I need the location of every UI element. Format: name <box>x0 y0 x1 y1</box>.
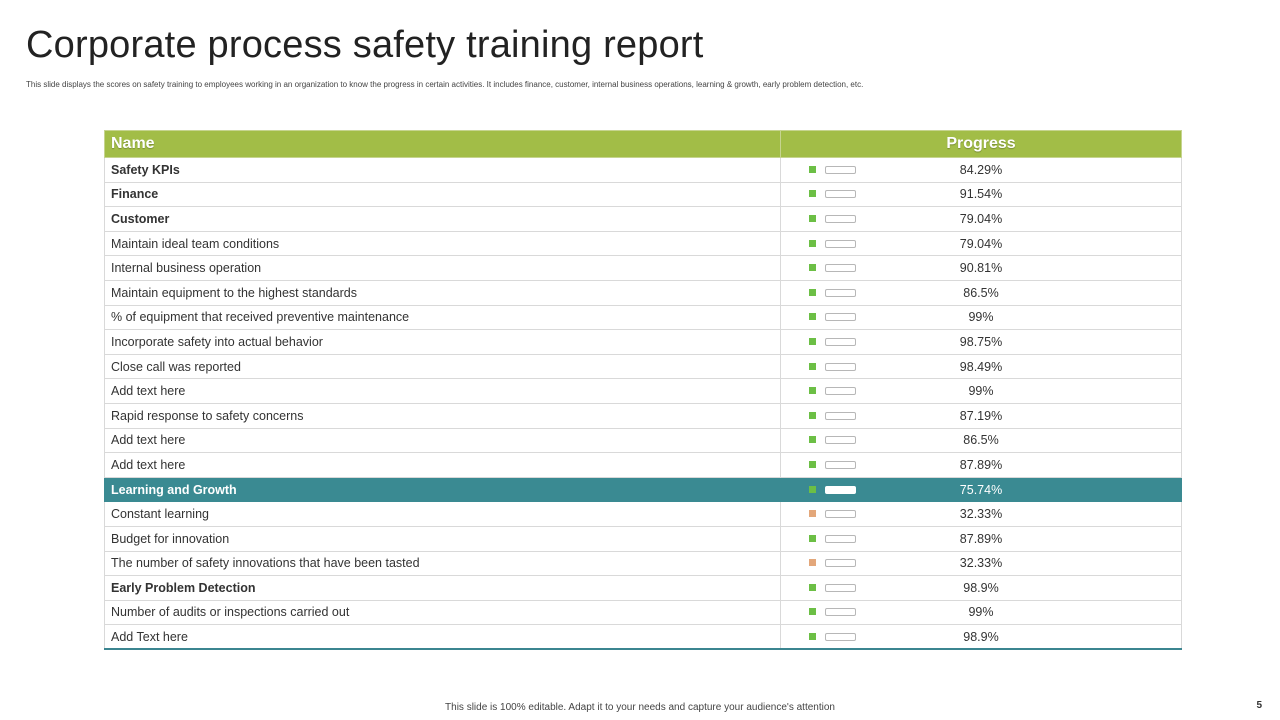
row-progress-cell <box>781 428 1182 453</box>
row-name: Add text here <box>105 453 781 478</box>
table-header-row <box>105 131 1182 158</box>
row-progress-cell <box>781 453 1182 478</box>
progress-value: 87.19% <box>959 408 1003 423</box>
progress-indicator <box>781 429 1181 453</box>
progress-value: 84.29% <box>959 162 1003 177</box>
progress-value: 79.04% <box>959 236 1003 251</box>
row-name: Add text here <box>105 428 781 453</box>
table-row <box>105 502 1182 527</box>
row-name: Early Problem Detection <box>105 576 781 601</box>
progress-value: 99% <box>968 605 994 620</box>
progress-column-header: Progress <box>781 131 1182 158</box>
progress-indicator <box>781 527 1181 551</box>
progress-value: 75.74% <box>959 482 1003 497</box>
progress-indicator <box>781 306 1181 330</box>
table-row <box>105 207 1182 232</box>
progress-indicator <box>781 355 1181 379</box>
row-progress-cell <box>781 158 1182 183</box>
table-row <box>105 403 1182 428</box>
row-progress-cell <box>781 600 1182 625</box>
row-progress-cell <box>781 182 1182 207</box>
slide-title: Corporate process safety training report <box>26 24 704 66</box>
table-row <box>105 551 1182 576</box>
table-row <box>105 231 1182 256</box>
table-row <box>105 576 1182 601</box>
name-column-header: Name <box>105 131 781 158</box>
progress-value: 90.81% <box>959 261 1003 276</box>
row-name: Incorporate safety into actual behavior <box>105 330 781 355</box>
progress-value: 32.33% <box>959 507 1003 522</box>
row-progress-cell <box>781 502 1182 527</box>
row-name: Safety KPIs <box>105 158 781 183</box>
table-row <box>105 305 1182 330</box>
progress-indicator <box>781 207 1181 231</box>
row-progress-cell <box>781 576 1182 601</box>
table-row <box>105 354 1182 379</box>
row-progress-cell <box>781 231 1182 256</box>
table-row <box>105 526 1182 551</box>
row-name: Internal business operation <box>105 256 781 281</box>
row-name: Rapid response to safety concerns <box>105 403 781 428</box>
progress-value: 86.5% <box>963 285 999 300</box>
row-progress-cell <box>781 256 1182 281</box>
table-row <box>105 453 1182 478</box>
row-progress-cell <box>781 526 1182 551</box>
progress-value: 98.9% <box>963 580 999 595</box>
row-progress-cell <box>781 330 1182 355</box>
table-row <box>105 330 1182 355</box>
row-name: Number of audits or inspections carried out <box>105 600 781 625</box>
table-row <box>105 256 1182 281</box>
row-progress-cell <box>781 403 1182 428</box>
row-name: Customer <box>105 207 781 232</box>
progress-indicator <box>781 601 1181 625</box>
row-progress-cell <box>781 280 1182 305</box>
progress-value: 98.49% <box>959 359 1003 374</box>
progress-indicator <box>781 502 1181 526</box>
progress-value: 99% <box>968 384 994 399</box>
progress-indicator <box>781 281 1181 305</box>
progress-value: 98.9% <box>963 629 999 644</box>
progress-indicator <box>781 158 1181 182</box>
row-progress-cell <box>781 379 1182 404</box>
table-row <box>105 379 1182 404</box>
row-progress-cell <box>781 477 1182 502</box>
row-name: Learning and Growth <box>105 477 781 502</box>
row-name: % of equipment that received preventive maintenance <box>105 305 781 330</box>
row-name: Close call was reported <box>105 354 781 379</box>
row-progress-cell <box>781 551 1182 576</box>
progress-table <box>104 130 1182 650</box>
progress-indicator <box>781 183 1181 207</box>
row-name: Maintain equipment to the highest standards <box>105 280 781 305</box>
progress-indicator <box>781 576 1181 600</box>
progress-indicator <box>781 404 1181 428</box>
row-progress-cell <box>781 625 1182 650</box>
progress-indicator <box>781 330 1181 354</box>
progress-value: 79.04% <box>959 211 1003 226</box>
row-name: Constant learning <box>105 502 781 527</box>
page-number: 5 <box>1256 700 1262 711</box>
progress-indicator <box>781 478 1181 502</box>
table-row <box>105 280 1182 305</box>
progress-indicator <box>781 625 1181 648</box>
row-progress-cell <box>781 207 1182 232</box>
row-name: Finance <box>105 182 781 207</box>
progress-value: 87.89% <box>959 531 1003 546</box>
progress-value: 99% <box>968 310 994 325</box>
table-row <box>105 477 1182 502</box>
table-row <box>105 625 1182 650</box>
progress-indicator <box>781 232 1181 256</box>
row-progress-cell <box>781 354 1182 379</box>
table-body <box>105 158 1182 650</box>
slide-description: This slide displays the scores on safety training to employees working in an organization to know the progress in certain activities. It includes finance, customer, internal business operations, learning & growth, early problem detection, etc. <box>26 80 864 89</box>
table-row <box>105 158 1182 183</box>
progress-indicator <box>781 379 1181 403</box>
row-name: Add text here <box>105 379 781 404</box>
row-name: The number of safety innovations that have been tasted <box>105 551 781 576</box>
progress-value: 98.75% <box>959 334 1003 349</box>
footer-note: This slide is 100% editable. Adapt it to your needs and capture your audience's attention <box>445 702 835 713</box>
progress-indicator <box>781 453 1181 477</box>
table-row <box>105 600 1182 625</box>
progress-indicator <box>781 256 1181 280</box>
progress-value: 87.89% <box>959 457 1003 472</box>
row-name: Maintain ideal team conditions <box>105 231 781 256</box>
row-progress-cell <box>781 305 1182 330</box>
row-name: Budget for innovation <box>105 526 781 551</box>
progress-value: 86.5% <box>963 433 999 448</box>
row-name: Add Text here <box>105 625 781 650</box>
table-row <box>105 428 1182 453</box>
table-row <box>105 182 1182 207</box>
progress-value: 91.54% <box>959 187 1003 202</box>
progress-indicator <box>781 552 1181 576</box>
progress-value: 32.33% <box>959 556 1003 571</box>
